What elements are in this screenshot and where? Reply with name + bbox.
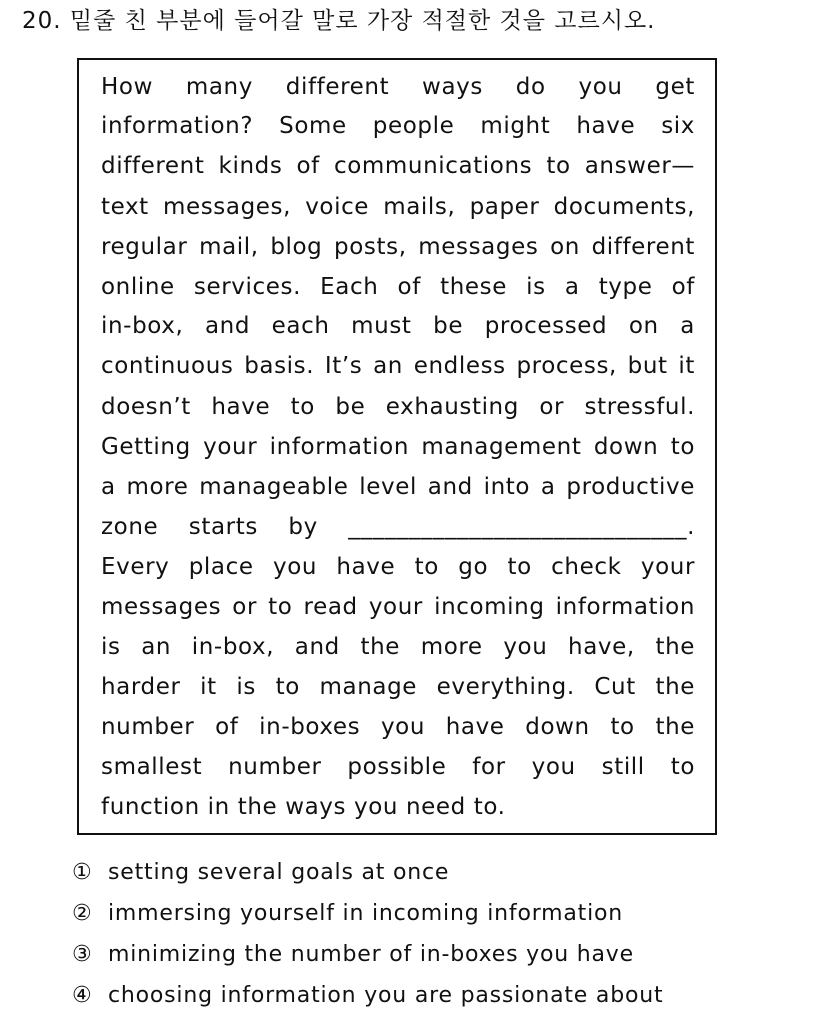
passage-box [77,58,717,835]
passage-line: function in the ways you need to. [101,794,506,820]
passage-line: continuous basis. It’s an endless process, but it [101,353,695,379]
question-prompt: 밑줄 친 부분에 들어갈 말로 가장 적절한 것을 고르시오. [69,8,656,34]
passage-line: Every place you have to go to check your [101,554,695,580]
passage-line: number of in-boxes you have down to the [101,714,695,740]
passage-line: How many different ways do you get [101,74,695,100]
option-text: setting several goals at once [108,860,450,885]
option-text: choosing information you are passionate about [108,983,664,1008]
passage-line: in-box, and each must be processed on a [101,313,695,339]
passage-line: Getting your information management down to [101,434,695,460]
option-text: minimizing the number of in-boxes you have [108,942,634,967]
option-number: ② [72,901,93,926]
answer-option-2[interactable] [72,894,623,934]
passage-line: text messages, voice mails, paper documents, [101,194,695,220]
option-number: ③ [72,942,93,967]
passage-line-with-blank: zone starts by ____________________________. [101,514,695,540]
passage-line: harder it is to manage everything. Cut the [101,674,695,700]
passage-line: online services. Each of these is a type of [101,274,695,300]
answer-option-4[interactable] [72,976,663,1016]
passage-line: information? Some people might have six [101,113,695,139]
answer-option-1[interactable] [72,853,449,893]
passage-line: different kinds of communications to answer— [101,153,695,179]
answer-option-3[interactable] [72,935,634,975]
passage-line: a more manageable level and into a productive [101,474,695,500]
question-number: 20. [22,8,62,34]
passage-line: smallest number possible for you still to [101,754,695,780]
passage-line: messages or to read your incoming information [101,594,695,620]
question-header [22,4,812,38]
option-text: immersing yourself in incoming information [108,901,624,926]
passage-line: is an in-box, and the more you have, the [101,634,695,660]
option-number: ④ [72,983,93,1008]
passage-line: regular mail, blog posts, messages on different [101,234,695,260]
passage-line: doesn’t have to be exhausting or stressful. [101,394,695,420]
option-number: ① [72,860,93,885]
